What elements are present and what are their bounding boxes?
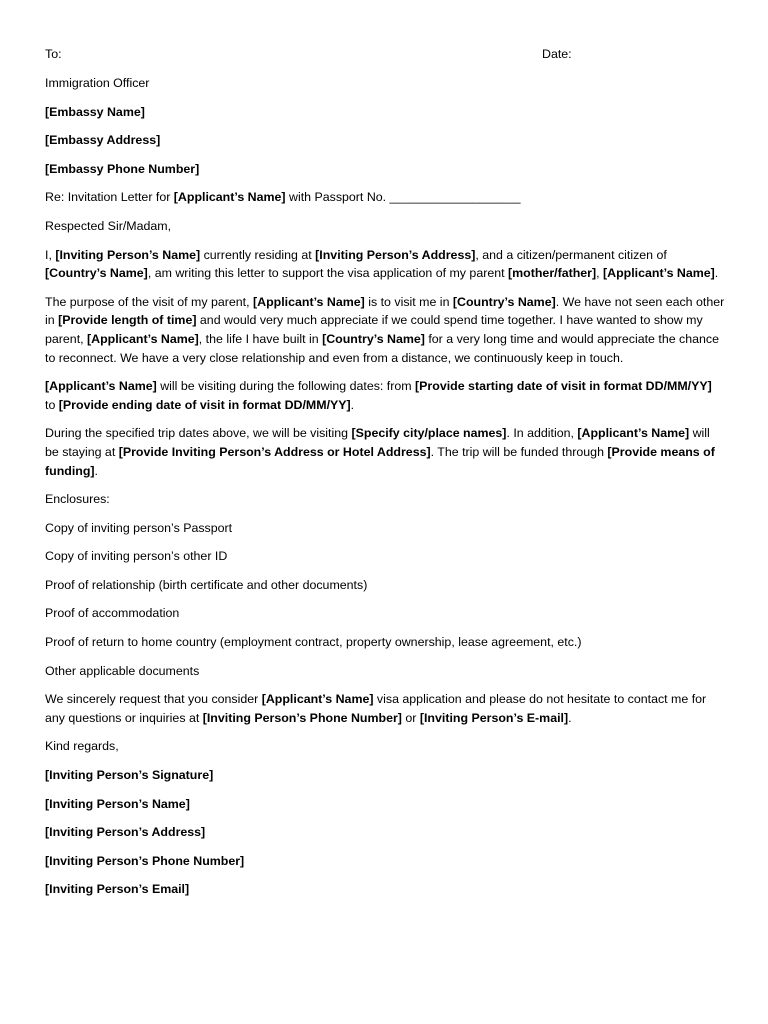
text: , bbox=[596, 266, 604, 281]
paragraph-purpose bbox=[45, 293, 725, 367]
text: for a very long time and would appreciate the chance to reconnect. We have a very close relationship and even from a distance, we continuously keep in touch. bbox=[45, 331, 720, 365]
placeholder: [Provide Inviting Person’s Address or Hotel Address] bbox=[118, 444, 431, 459]
placeholder: [mother/father] bbox=[508, 266, 597, 281]
text: to bbox=[45, 397, 59, 412]
text: During the specified trip dates above, we will be visiting bbox=[45, 426, 352, 441]
embassy-phone bbox=[45, 160, 725, 179]
paragraph-trip bbox=[45, 424, 725, 480]
signer-email bbox=[45, 880, 725, 899]
placeholder: [Applicant’s Name] bbox=[45, 379, 157, 394]
enclosure-item: Copy of inviting person’s other ID bbox=[45, 549, 228, 564]
text: . bbox=[714, 266, 719, 281]
text: will be staying at bbox=[45, 426, 710, 459]
recipient-title: Immigration Officer bbox=[45, 76, 150, 90]
signer-address-placeholder: [Inviting Person’s Address] bbox=[45, 825, 206, 840]
date-label: Date: bbox=[542, 47, 572, 61]
subject-suffix: with Passport No. ___________________ bbox=[285, 190, 521, 205]
text: The purpose of the visit of my parent, bbox=[45, 294, 253, 309]
text: visa application and please do not hesitate to contact me for any questions or inquiries at bbox=[45, 692, 707, 725]
closing: Kind regards, bbox=[45, 739, 119, 754]
placeholder: [Applicant’s Name] bbox=[603, 266, 715, 281]
enclosure-item: Proof of return to home country (employment contract, property ownership, lease agreement, etc.) bbox=[45, 635, 582, 650]
placeholder: [Country’s Name] bbox=[45, 266, 148, 281]
signer-phone-placeholder: [Inviting Person’s Phone Number] bbox=[45, 853, 245, 868]
letter-header bbox=[45, 45, 725, 65]
text: We sincerely request that you consider bbox=[45, 692, 262, 707]
enclosures-label: Enclosures: bbox=[45, 492, 110, 507]
signer-name bbox=[45, 795, 725, 814]
signature-line bbox=[45, 766, 725, 785]
placeholder: [Specify city/place names] bbox=[351, 426, 507, 441]
text: . bbox=[94, 463, 98, 478]
paragraph-intro bbox=[45, 246, 725, 283]
placeholder: [Country’s Name] bbox=[322, 331, 425, 346]
embassy-address-placeholder: [Embassy Address] bbox=[45, 133, 161, 148]
signer-address bbox=[45, 823, 725, 842]
enclosure-item: Proof of accommodation bbox=[45, 606, 180, 621]
embassy-phone-placeholder: [Embassy Phone Number] bbox=[45, 161, 200, 176]
text: . bbox=[568, 710, 572, 725]
text: . We have not seen each other in bbox=[45, 294, 725, 328]
placeholder: [Provide starting date of visit in format DD/MM/YY] bbox=[415, 379, 712, 394]
signature-placeholder: [Inviting Person’s Signature] bbox=[45, 768, 214, 783]
subject-prefix: Re: Invitation Letter for bbox=[45, 190, 174, 205]
text: is to visit me in bbox=[364, 294, 453, 309]
embassy-address bbox=[45, 131, 725, 150]
text: and would very much appreciate if we could spend time together. I have wanted to show my parent, bbox=[45, 313, 703, 346]
subject-line bbox=[45, 188, 725, 207]
text: or bbox=[401, 710, 420, 725]
placeholder: [Applicant’s Name] bbox=[87, 331, 199, 346]
text: currently residing at bbox=[200, 247, 316, 262]
paragraph-dates bbox=[45, 377, 725, 414]
placeholder: [Inviting Person’s Name] bbox=[55, 247, 201, 262]
placeholder: [Country’s Name] bbox=[452, 294, 556, 309]
paragraph-request bbox=[45, 690, 725, 727]
to-label: To: bbox=[45, 47, 62, 61]
text: , and a citizen/permanent citizen of bbox=[475, 247, 667, 262]
signer-phone bbox=[45, 852, 725, 871]
text: , the life I have built in bbox=[198, 331, 323, 346]
enclosure-item: Copy of inviting person’s Passport bbox=[45, 520, 233, 535]
embassy-name bbox=[45, 103, 725, 122]
text: will be visiting during the following dates: from bbox=[156, 379, 416, 394]
subject-applicant: [Applicant’s Name] bbox=[173, 190, 286, 205]
salutation: Respected Sir/Madam, bbox=[45, 218, 172, 233]
placeholder: [Provide ending date of visit in format DD/MM/YY] bbox=[58, 397, 351, 412]
placeholder: [Inviting Person’s Address] bbox=[315, 247, 476, 262]
placeholder: [Applicant’s Name] bbox=[577, 426, 690, 441]
embassy-name-placeholder: [Embassy Name] bbox=[45, 104, 145, 119]
placeholder: [Provide length of time] bbox=[58, 313, 197, 328]
text: , am writing this letter to support the visa application of my parent bbox=[147, 266, 509, 281]
enclosure-item: Proof of relationship (birth certificate and other documents) bbox=[45, 577, 368, 592]
placeholder: [Applicant’s Name] bbox=[253, 294, 365, 309]
placeholder: [Applicant’s Name] bbox=[261, 692, 374, 707]
placeholder: [Inviting Person’s Phone Number] bbox=[202, 710, 402, 725]
placeholder: [Provide means of funding] bbox=[45, 444, 715, 478]
enclosure-item: Other applicable documents bbox=[45, 663, 200, 678]
signer-email-placeholder: [Inviting Person’s Email] bbox=[45, 882, 190, 897]
invitation-letter bbox=[45, 45, 725, 909]
placeholder: [Inviting Person’s E-mail] bbox=[419, 710, 569, 725]
text: . bbox=[350, 397, 355, 412]
signer-name-placeholder: [Inviting Person’s Name] bbox=[45, 796, 190, 811]
text: . The trip will be funded through bbox=[430, 444, 608, 459]
text: . In addition, bbox=[506, 426, 578, 441]
text: I, bbox=[45, 247, 56, 262]
